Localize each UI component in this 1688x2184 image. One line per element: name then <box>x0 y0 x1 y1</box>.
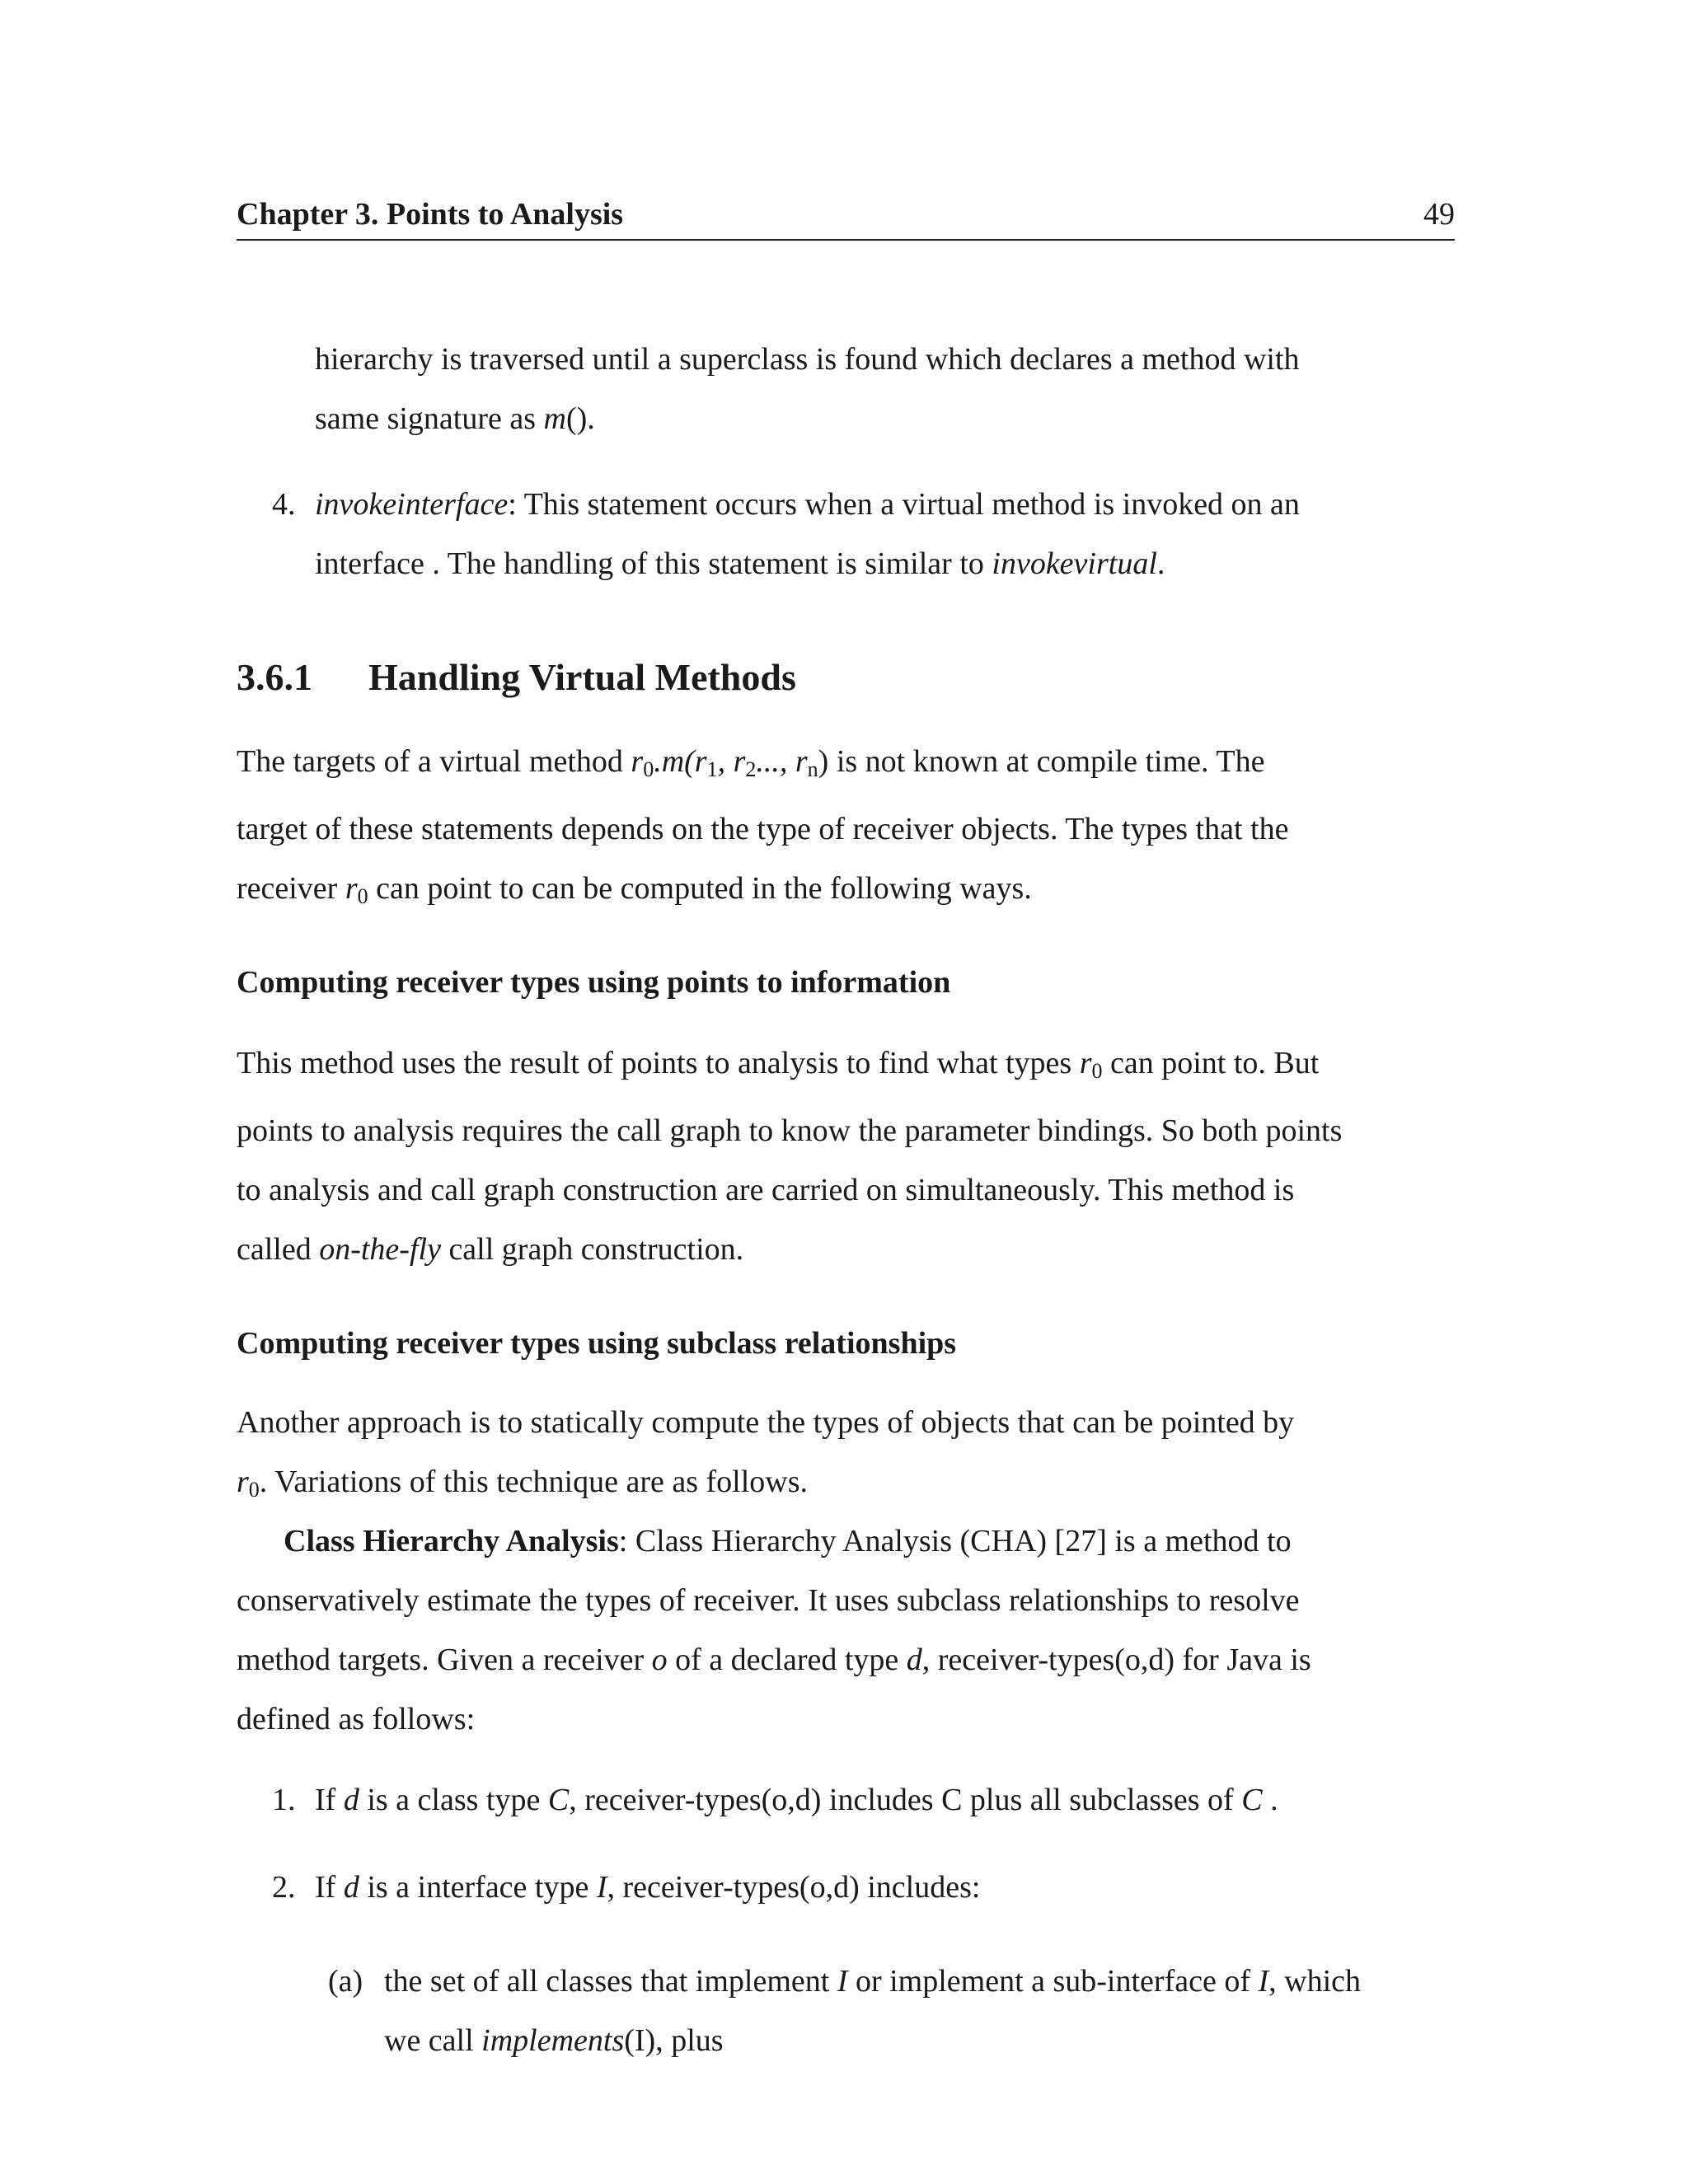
para4-line-4: defined as follows: <box>237 1702 476 1736</box>
item4-text <box>315 475 1455 593</box>
chapter-title: Chapter 3. Points to Analysis <box>237 197 624 232</box>
para2-line-1: This method uses the result of points to analysis to find what types $r_0$ can point to. But <box>237 1046 1320 1083</box>
para1-line-1: The targets of a virtual method $r_0.m(r_1$, $r_2$..., $r_n$) is not known at compile time. The <box>237 744 1265 781</box>
paragraph-on-the-fly <box>237 1033 1455 1279</box>
page-number: 49 <box>1423 197 1455 232</box>
section-number: 3.6.1 <box>237 656 312 698</box>
list-item-2-number: 2. <box>272 1870 296 1905</box>
para4-line-1: Class Hierarchy Analysis: Class Hierarchy Analysis (CHA) [27] is a method to <box>284 1524 1292 1558</box>
item4-line-1: invokeinterface: This statement occurs when a virtual method is invoked on an <box>315 487 1300 522</box>
subheading-points-to: Computing receiver types using points to information <box>237 965 951 1000</box>
para4-line-2: conservatively estimate the types of receiver. It uses subclass relationships to resolve <box>237 1583 1300 1618</box>
item4-number: 4. <box>272 487 296 522</box>
list-item-1: If d is a class type C, receiver-types(o,d) includes C plus all subclasses of C . <box>315 1783 1278 1817</box>
paragraph-cha <box>237 1511 1455 1749</box>
para3-line-2: $r_0$. Variations of this technique are as follows. <box>237 1465 809 1502</box>
item4-line-2: interface . The handling of this statement is similar to invokevirtual. <box>315 546 1165 581</box>
para1-line-2: target of these statements depends on the type of receiver objects. The types that the <box>237 812 1289 846</box>
paragraph-static-approach <box>237 1393 1455 1520</box>
para4-line-3: method targets. Given a receiver o of a declared type d, receiver-types(o,d) for Java is <box>237 1643 1311 1677</box>
sub-item-a-label: (a) <box>328 1964 363 1999</box>
sub-item-a <box>384 1952 1455 2070</box>
subheading-subclass: Computing receiver types using subclass relationships <box>237 1326 957 1361</box>
continuation-line-2: same signature as m(). <box>315 401 595 436</box>
list-item-1-number: 1. <box>272 1783 296 1817</box>
para3-line-1: Another approach is to statically compute the types of objects that can be pointed by <box>237 1405 1295 1440</box>
continuation-line-1: hierarchy is traversed until a superclass is found which declares a method with <box>315 342 1300 377</box>
para2-line-3: to analysis and call graph construction are carried on simultaneously. This method is <box>237 1173 1295 1207</box>
running-header <box>237 196 1455 241</box>
list-item-2: If d is a interface type I, receiver-types(o,d) includes: <box>315 1870 981 1905</box>
section-heading <box>237 655 796 699</box>
para2-line-2: points to analysis requires the call graph to know the parameter bindings. So both points <box>237 1113 1343 1148</box>
item3-continuation <box>315 330 1455 448</box>
para2-line-4: called on-the-fly call graph construction. <box>237 1232 744 1267</box>
para1-line-3: receiver $r_0$ can point to can be computed in the following ways. <box>237 871 1032 908</box>
section-title: Handling Virtual Methods <box>368 656 796 698</box>
sub-item-a-line-2: we call implements(I), plus <box>384 2023 724 2058</box>
sub-item-a-line-1: the set of all classes that implement I or implement a sub-interface of I, which <box>384 1964 1362 1999</box>
paragraph-virtual-targets <box>237 732 1455 926</box>
